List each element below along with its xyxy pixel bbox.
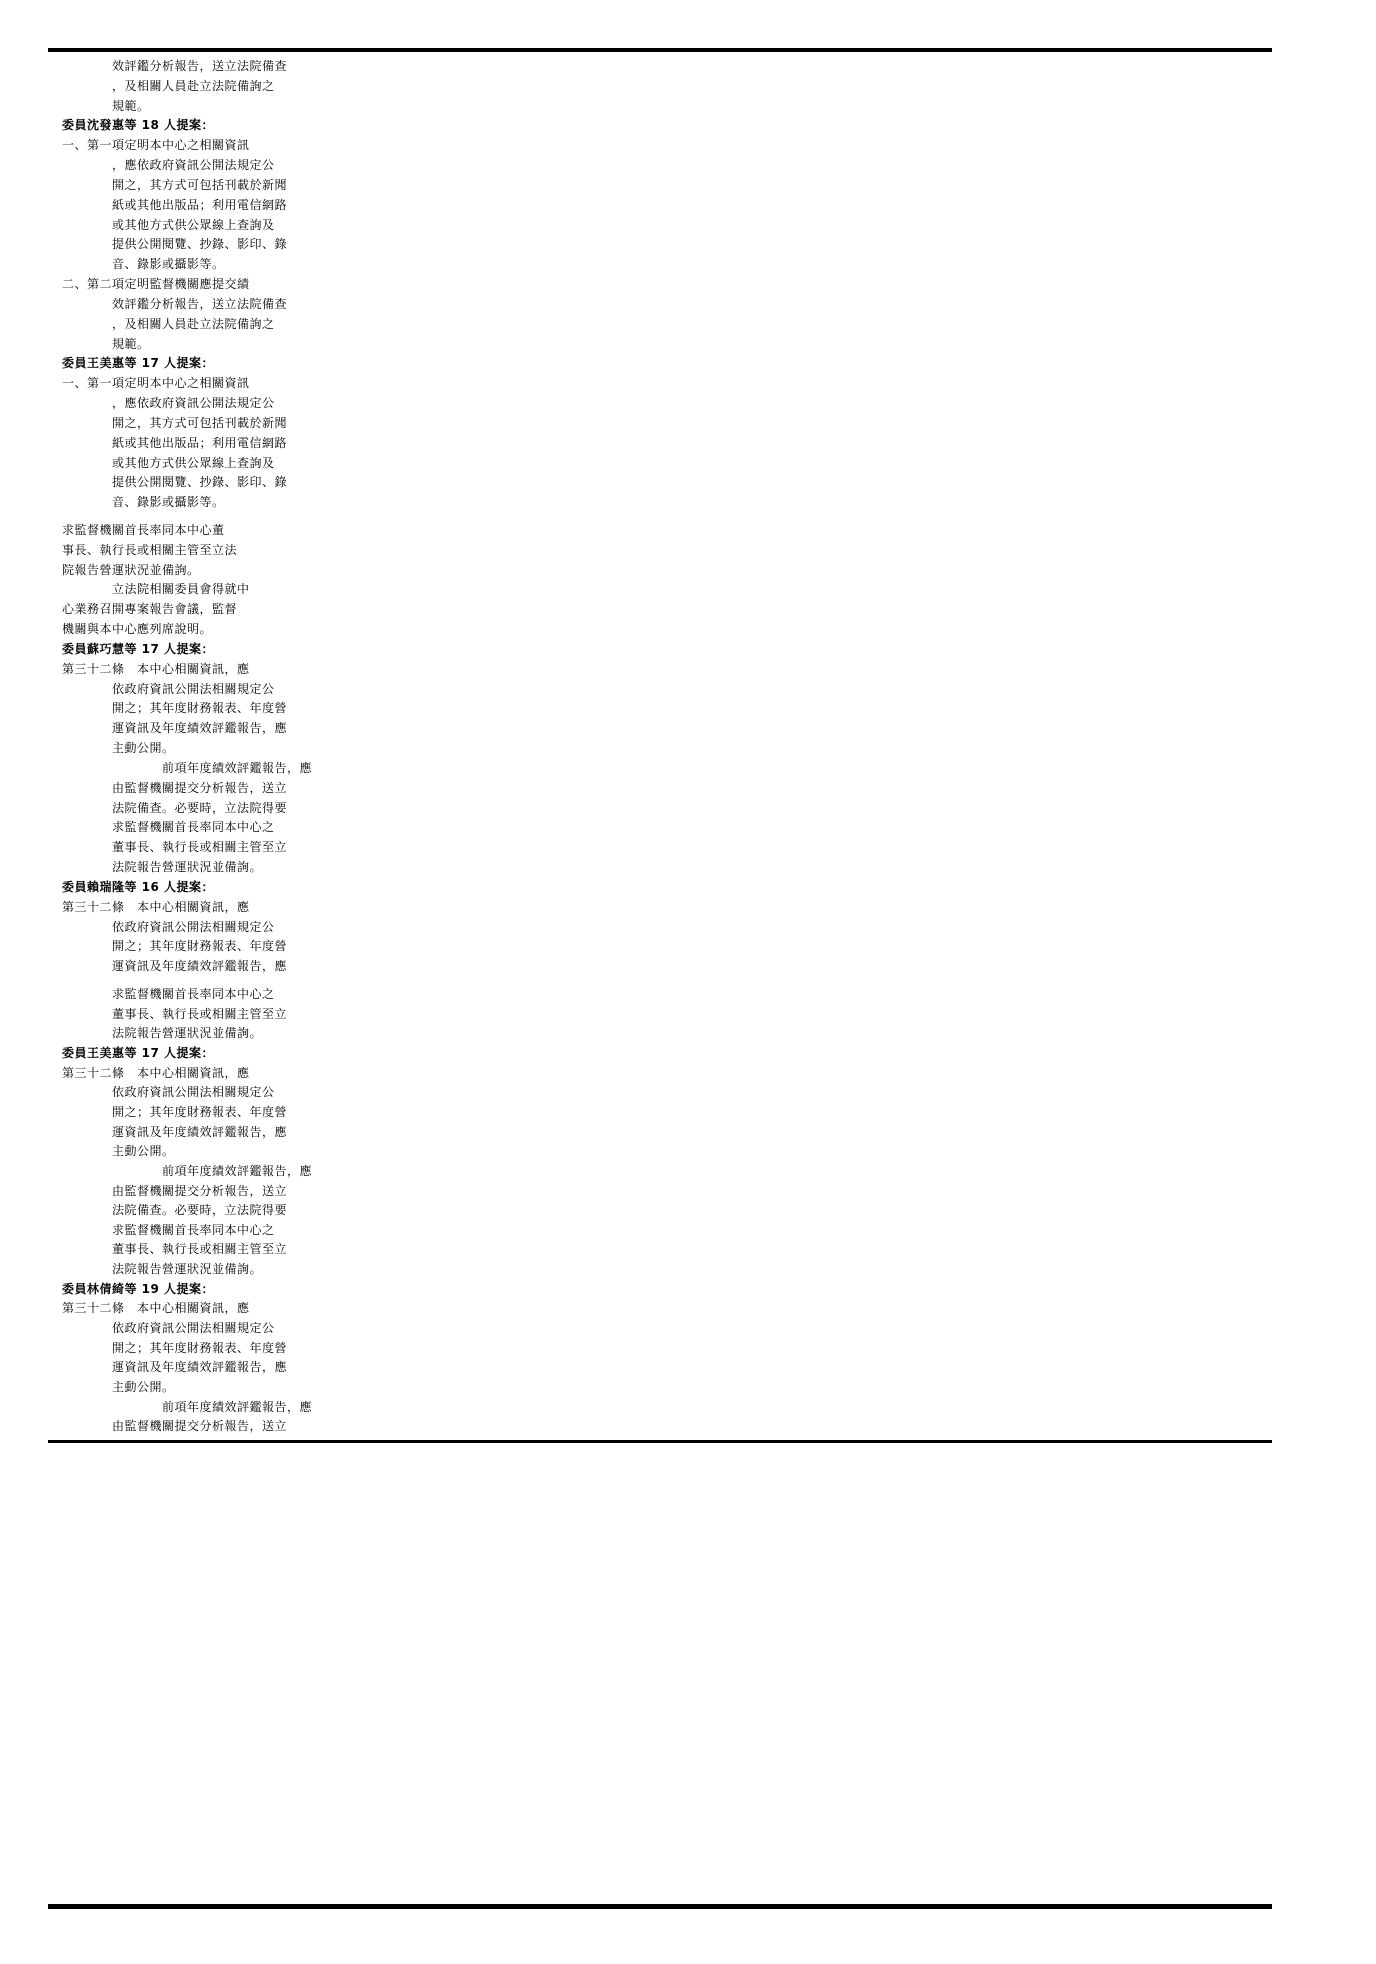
text-line: 運資訊及年度績效評鑑報告，應 — [112, 1360, 288, 1375]
text-line: 一、第一項定明本中心之相關資訊 — [62, 138, 250, 153]
proposal-heading: 委員沈發惠等 18 人提案： — [62, 118, 215, 133]
text-line: 提供公開閱覽、抄錄、影印、錄 — [112, 237, 288, 252]
text-line: 心業務召開專案報告會議，監督 — [62, 602, 238, 617]
text-line: 求監督機關首長率同本中心之 — [112, 820, 275, 835]
text-line: 主動公開。 — [112, 741, 175, 756]
text-line: 一、第一項定明本中心之相關資訊 — [62, 376, 250, 391]
bottom-rule — [48, 1904, 1272, 1909]
text-line: ，及相關人員赴立法院備詢之 — [112, 78, 275, 93]
section-3 — [48, 982, 1272, 1440]
text-line: ，應依政府資訊公開法規定公 — [112, 158, 275, 173]
text-line: 紙或其他出版品；利用電信網路 — [112, 435, 288, 450]
text-line: 第三十二條 本中心相關資訊，應 — [62, 899, 250, 914]
text-line: 音、錄影或攝影等。 — [112, 495, 225, 510]
text-line: 二、第二項定明監督機關應提交績 — [62, 277, 250, 292]
text-line: ，及相關人員赴立法院備詢之 — [112, 316, 275, 331]
proposal-heading: 委員林倩綺等 19 人提案： — [62, 1281, 215, 1296]
section-2 — [48, 518, 1272, 980]
text-line: 紙或其他出版品；利用電信網路 — [112, 197, 288, 212]
text-line: 依政府資訊公開法相關規定公 — [112, 919, 275, 934]
text-line: 運資訊及年度績效評鑑報告，應 — [112, 721, 288, 736]
text-line: 求監督機關首長率同本中心之 — [112, 1222, 275, 1237]
text-line: 第三十二條 本中心相關資訊，應 — [62, 1065, 250, 1080]
text-line: 運資訊及年度績效評鑑報告，應 — [112, 959, 288, 974]
text-line: 事長、執行長或相關主管至立法 — [62, 542, 238, 557]
text-line: 董事長、執行長或相關主管至立 — [112, 840, 288, 855]
text-line: 提供公開閱覽、抄錄、影印、錄 — [112, 475, 288, 490]
text-line: 立法院相關委員會得就中 — [112, 582, 250, 597]
text-line: 運資訊及年度績效評鑑報告，應 — [112, 1124, 288, 1139]
text-line: 院報告營運狀況並備詢。 — [62, 562, 200, 577]
text-line: 效評鑑分析報告，送立法院備查 — [112, 59, 288, 73]
text-line: 由監督機關提交分析報告，送立 — [112, 780, 288, 795]
text-line: 開之；其年度財務報表、年度營 — [112, 939, 288, 954]
text-line: 效評鑑分析報告，送立法院備查 — [112, 296, 288, 311]
text-line: 法院備查。必要時，立法院得要 — [112, 800, 288, 815]
text-line: 第三十二條 本中心相關資訊，應 — [62, 1301, 250, 1316]
proposal-heading: 委員王美惠等 17 人提案： — [62, 1045, 215, 1060]
text-line: 董事長、執行長或相關主管至立 — [112, 1242, 288, 1257]
text-line: 前項年度績效評鑑報告，應 — [162, 760, 313, 775]
text-line: 第三十二條 本中心相關資訊，應 — [62, 661, 250, 676]
text-line: 求監督機關首長率同本中心董 — [62, 523, 225, 537]
text-line: 法院報告營運狀況並備詢。 — [112, 1026, 263, 1041]
text-line: 主動公開。 — [112, 1144, 175, 1159]
text-line: 或其他方式供公眾線上查詢及 — [112, 217, 275, 232]
text-line: 依政府資訊公開法相關規定公 — [112, 1085, 275, 1100]
text-line: 規範。 — [112, 336, 150, 351]
section-1 — [48, 54, 1272, 516]
text-line: 前項年度績效評鑑報告，應 — [162, 1399, 313, 1414]
top-rule — [48, 48, 1272, 52]
text-line: 開之，其方式可包括刊載於新聞 — [112, 415, 288, 430]
text-line: 由監督機關提交分析報告，送立 — [112, 1419, 288, 1434]
text-line: 或其他方式供公眾線上查詢及 — [112, 455, 275, 470]
text-line: ，應依政府資訊公開法規定公 — [112, 396, 275, 411]
text-line: 由監督機關提交分析報告，送立 — [112, 1183, 288, 1198]
text-line: 規範。 — [112, 98, 150, 113]
text-line: 法院報告營運狀況並備詢。 — [112, 1262, 263, 1277]
text-line: 開之；其年度財務報表、年度營 — [112, 701, 288, 716]
text-line: 董事長、執行長或相關主管至立 — [112, 1006, 288, 1021]
text-line: 音、錄影或攝影等。 — [112, 257, 225, 272]
text-line: 依政府資訊公開法相關規定公 — [112, 1321, 275, 1336]
text-line: 機關與本中心應列席說明。 — [62, 622, 213, 637]
text-line: 法院報告營運狀況並備詢。 — [112, 860, 263, 875]
text-line: 前項年度績效評鑑報告，應 — [162, 1163, 313, 1178]
proposal-heading: 委員賴瑞隆等 16 人提案： — [62, 879, 215, 894]
text-line: 主動公開。 — [112, 1380, 175, 1395]
text-line: 依政府資訊公開法相關規定公 — [112, 681, 275, 696]
proposal-heading: 委員蘇巧慧等 17 人提案： — [62, 641, 215, 656]
text-line: 求監督機關首長率同本中心之 — [112, 987, 275, 1001]
text-line: 法院備查。必要時，立法院得要 — [112, 1203, 288, 1218]
proposal-heading: 委員王美惠等 17 人提案： — [62, 356, 215, 371]
text-line: 開之，其方式可包括刊載於新聞 — [112, 177, 288, 192]
text-line: 開之；其年度財務報表、年度營 — [112, 1340, 288, 1355]
middle-rule — [48, 1440, 1272, 1443]
text-line: 開之；其年度財務報表、年度營 — [112, 1104, 288, 1119]
